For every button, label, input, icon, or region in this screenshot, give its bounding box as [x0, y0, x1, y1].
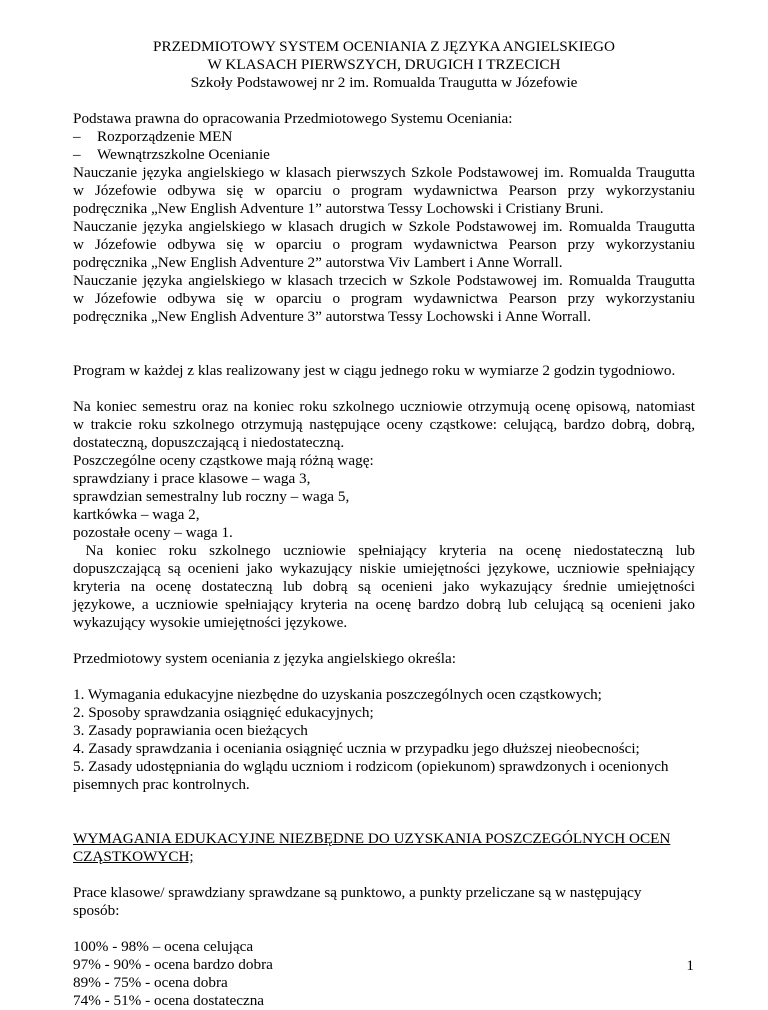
document-page: [73, 38, 695, 1010]
title-line-3: Szkoły Podstawowej nr 2 im. Romualda Traugutta w Józefowie: [190, 74, 578, 91]
scope-item: 4. Zasady sprawdzania i oceniania osiągnięć ucznia w przypadku jego dłuższej nieobecności;: [73, 740, 640, 757]
grade-scale-item: 74% - 51% - ocena dostateczna: [73, 992, 265, 1009]
weight-item: kartkówka – waga 2,: [73, 506, 200, 523]
class-2-line: podręcznika „New English Adventure 2” autorstwa Viv Lambert i Anne Worrall.: [73, 254, 563, 271]
class-3-line: podręcznika „New English Adventure 3” autorstwa Tessy Lochowski i Anne Worrall.: [73, 308, 592, 325]
end-of-year-line: kryteria na ocenę dostateczną lub dobrą są ocenieni jako wykazujący średnie umiejętności: [73, 578, 695, 595]
grade-scale-item: 100% - 98% – ocena celująca: [73, 938, 254, 955]
class-3-line: w Józefowie odbywa się w oparciu o program wydawnictwa Pearson przy wykorzystaniu: [73, 290, 695, 307]
scope-item: 3. Zasady poprawiania ocen bieżących: [73, 722, 308, 739]
end-of-year-line: Na koniec roku szkolnego uczniowie spełniający kryteria na ocenę niedostateczną lub: [73, 542, 695, 559]
section-heading: WYMAGANIA EDUKACYJNE NIEZBĘDNE DO UZYSKANIA POSZCZEGÓLNYCH OCEN CZĄSTKOWYCH;: [73, 830, 671, 865]
class-1-line: w Józefowie odbywa się w oparciu o program wydawnictwa Pearson przy wykorzystaniu: [73, 182, 695, 199]
grading-paragraph: Na koniec semestru oraz na koniec roku szkolnego uczniowie otrzymują ocenę opisową, natomiast w trakcie roku szkolnego otrzymują następujące oceny cząstkowe: celującą, bardzo dobrą, dobrą, dostateczną, dopuszczającą i niedostateczną. Poszczególne oceny cząstkowe mają różną wagę: sprawdziany i prace klasowe – waga 3, sprawdzian semestralny lub roczny – waga 5, kartkówka – waga 2, pozostałe oceny – waga 1. Na koniec roku szkolnego uczniowie spełniający kryteria na ocenę niedostateczną lub dopuszczającą są ocenieni jako wykazujący niskie umiejętności językowe, uczniowie spełniający kryteria na ocenę dostateczną lub dobrą są ocenieni jako wykazujący średnie umiejętności językowe, a uczniowie spełniający kryteria na ocenę bardzo dobrą lub celującą są ocenieni jako wykazujący wysokie umiejętności językowe.: [73, 398, 695, 631]
program-paragraph: Program w każdej z klas realizowany jest w ciągu jednego roku w wymiarze 2 godzin tygodniowo.: [73, 362, 676, 379]
scope-item: 2. Sposoby sprawdzania osiągnięć edukacyjnych;: [73, 704, 374, 721]
scope-item: 5. Zasady udostępniania do wglądu uczniom i rodzicom (opiekunom) sprawdzonych i ocenionych: [73, 758, 669, 775]
grade-scale-item: 97% - 90% - ocena bardzo dobra: [73, 956, 273, 973]
weight-item: pozostałe oceny – waga 1.: [73, 524, 233, 541]
class-1-line: podręcznika „New English Adventure 1” autorstwa Tessy Lochowski i Cristiany Bruni.: [73, 200, 604, 217]
weight-item: sprawdziany i prace klasowe – waga 3,: [73, 470, 311, 487]
scope-intro: Przedmiotowy system oceniania z języka angielskiego określa:: [73, 650, 456, 667]
dash-bullet: –: [73, 146, 81, 163]
legal-basis-intro: Podstawa prawna do opracowania Przedmiotowego Systemu Oceniania:: [73, 110, 513, 127]
class-3-line: Nauczanie języka angielskiego w klasach trzecich w Szkole Podstawowej im. Romualda Traugutta: [73, 272, 695, 289]
scope-item: pisemnych prac kontrolnych.: [73, 776, 250, 793]
scope-item: 1. Wymagania edukacyjne niezbędne do uzyskania poszczególnych ocen cząstkowych;: [73, 686, 602, 703]
page-number: 1: [686, 957, 694, 974]
end-of-year-line: językowe, a uczniowie spełniający kryteria na ocenę bardzo dobrą lub celującą są ocenieni jako: [73, 596, 695, 613]
section-intro: Prace klasowe/ sprawdziany sprawdzane są punktowo, a punkty przeliczane są w następujący sposób:: [73, 884, 642, 919]
class-1-line: Nauczanie języka angielskiego w klasach pierwszych Szkole Podstawowej im. Romualda Traugutta: [73, 164, 695, 181]
document-title: [73, 38, 695, 92]
end-of-year-line: wykazujący wysokie umiejętności językowe.: [73, 614, 348, 631]
legal-basis: [73, 110, 695, 164]
weights-intro: Poszczególne oceny cząstkowe mają różną wagę:: [73, 452, 374, 469]
class-2-line: w Józefowie odbywa się w oparciu o program wydawnictwa Pearson przy wykorzystaniu: [73, 236, 695, 253]
weight-item: sprawdzian semestralny lub roczny – waga 5,: [73, 488, 350, 505]
class-descriptions: [73, 164, 695, 326]
legal-basis-item: – Wewnątrzszkolne Ocenianie: [73, 146, 270, 163]
grade-scale: [73, 938, 695, 1010]
grade-scale-item: 89% - 75% - ocena dobra: [73, 974, 228, 991]
title-line-2: W KLASACH PIERWSZYCH, DRUGICH I TRZECICH: [207, 56, 561, 73]
scope-list: [73, 686, 695, 794]
legal-basis-item: – Rozporządzenie MEN: [73, 128, 233, 145]
dash-bullet: –: [73, 128, 81, 145]
end-of-year-line: dopuszczającą są ocenieni jako wykazujący niskie umiejętności językowe, uczniowie spełniający: [73, 560, 695, 577]
title-line-1: PRZEDMIOTOWY SYSTEM OCENIANIA Z JĘZYKA ANGIELSKIEGO: [153, 38, 615, 55]
class-2-line: Nauczanie języka angielskiego w klasach drugich w Szkole Podstawowej im. Romualda Traugutta: [73, 218, 695, 235]
